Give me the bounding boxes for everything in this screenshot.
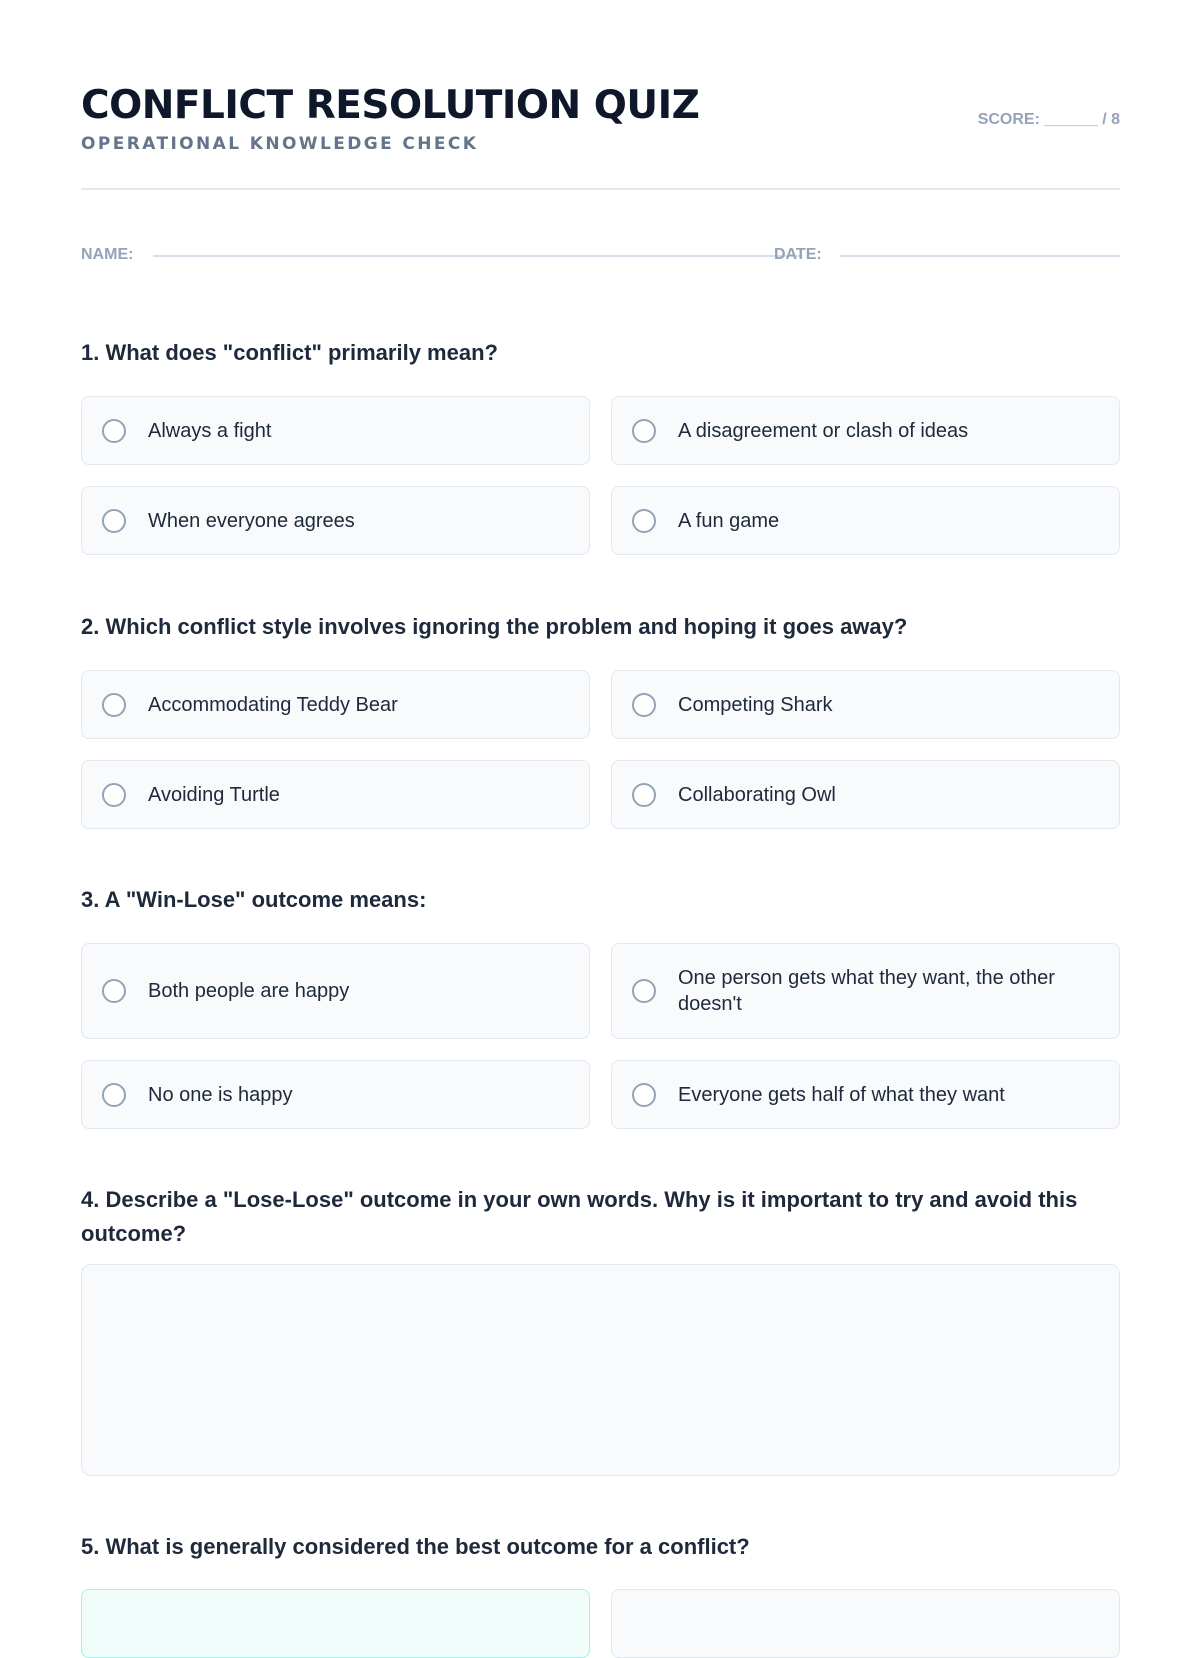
- q2-option-a[interactable]: [81, 670, 590, 739]
- radio-button[interactable]: [632, 693, 656, 717]
- q1-option-b[interactable]: [611, 396, 1120, 465]
- name-input-line[interactable]: [153, 255, 802, 257]
- question-4-text: 4. Describe a "Lose-Lose" outcome in your own words. Why is it important to try and avoid this outcome?: [81, 1187, 1078, 1246]
- q1-option-d[interactable]: [611, 486, 1120, 555]
- q1-option-c[interactable]: [81, 486, 590, 555]
- q5-option-b[interactable]: [611, 1589, 1120, 1658]
- q1-option-a[interactable]: [81, 396, 590, 465]
- q2-option-d[interactable]: [611, 760, 1120, 829]
- q3-option-c[interactable]: [81, 1060, 590, 1129]
- quiz-header: [81, 82, 1120, 190]
- page-title: CONFLICT RESOLUTION QUIZ: [81, 83, 700, 128]
- radio-button[interactable]: [102, 693, 126, 717]
- q5-option-a[interactable]: [81, 1589, 590, 1658]
- date-input-line[interactable]: [840, 255, 1120, 257]
- radio-button[interactable]: [632, 509, 656, 533]
- option-label: A disagreement or clash of ideas: [678, 419, 969, 442]
- option-label: Collaborating Owl: [678, 783, 836, 806]
- option-label: Both people are happy: [148, 980, 350, 1002]
- question-2-text: 2. Which conflict style involves ignoring the problem and hoping it goes away?: [81, 614, 908, 639]
- option-label: No one is happy: [148, 1083, 293, 1106]
- option-label: A fun game: [678, 509, 780, 532]
- student-info-row: [81, 244, 1120, 268]
- q3-option-d[interactable]: [611, 1060, 1120, 1129]
- date-label: DATE:: [774, 246, 822, 263]
- option-label: Always a fight: [148, 419, 272, 442]
- radio-button[interactable]: [632, 979, 656, 1003]
- name-label: NAME:: [81, 246, 134, 263]
- radio-button[interactable]: [632, 783, 656, 807]
- option-label: When everyone agrees: [148, 509, 355, 532]
- question-3-text: 3. A "Win-Lose" outcome means:: [81, 887, 427, 912]
- option-label: Competing Shark: [678, 693, 833, 716]
- q2-option-c[interactable]: [81, 760, 590, 829]
- option-label: Avoiding Turtle: [148, 783, 280, 806]
- q2-option-b[interactable]: [611, 670, 1120, 739]
- q3-option-b[interactable]: [611, 943, 1120, 1039]
- q4-answer-textarea[interactable]: [81, 1264, 1120, 1476]
- question-1-text: 1. What does "conflict" primarily mean?: [81, 340, 498, 365]
- radio-button[interactable]: [632, 1083, 656, 1107]
- option-label: Everyone gets half of what they want: [678, 1083, 1005, 1106]
- radio-button[interactable]: [632, 419, 656, 443]
- option-label: One person gets what they want, the other doesn't: [678, 967, 1055, 1015]
- radio-button[interactable]: [102, 509, 126, 533]
- question-5-text: 5. What is generally considered the best outcome for a conflict?: [81, 1534, 750, 1559]
- score-field: SCORE: ______ / 8: [977, 111, 1120, 128]
- radio-button[interactable]: [102, 1083, 126, 1107]
- q3-option-a[interactable]: [81, 943, 590, 1039]
- page-subtitle: OPERATIONAL KNOWLEDGE CHECK: [81, 134, 479, 154]
- option-label: Accommodating Teddy Bear: [148, 693, 398, 716]
- radio-button[interactable]: [102, 783, 126, 807]
- radio-button[interactable]: [102, 419, 126, 443]
- radio-button[interactable]: [102, 979, 126, 1003]
